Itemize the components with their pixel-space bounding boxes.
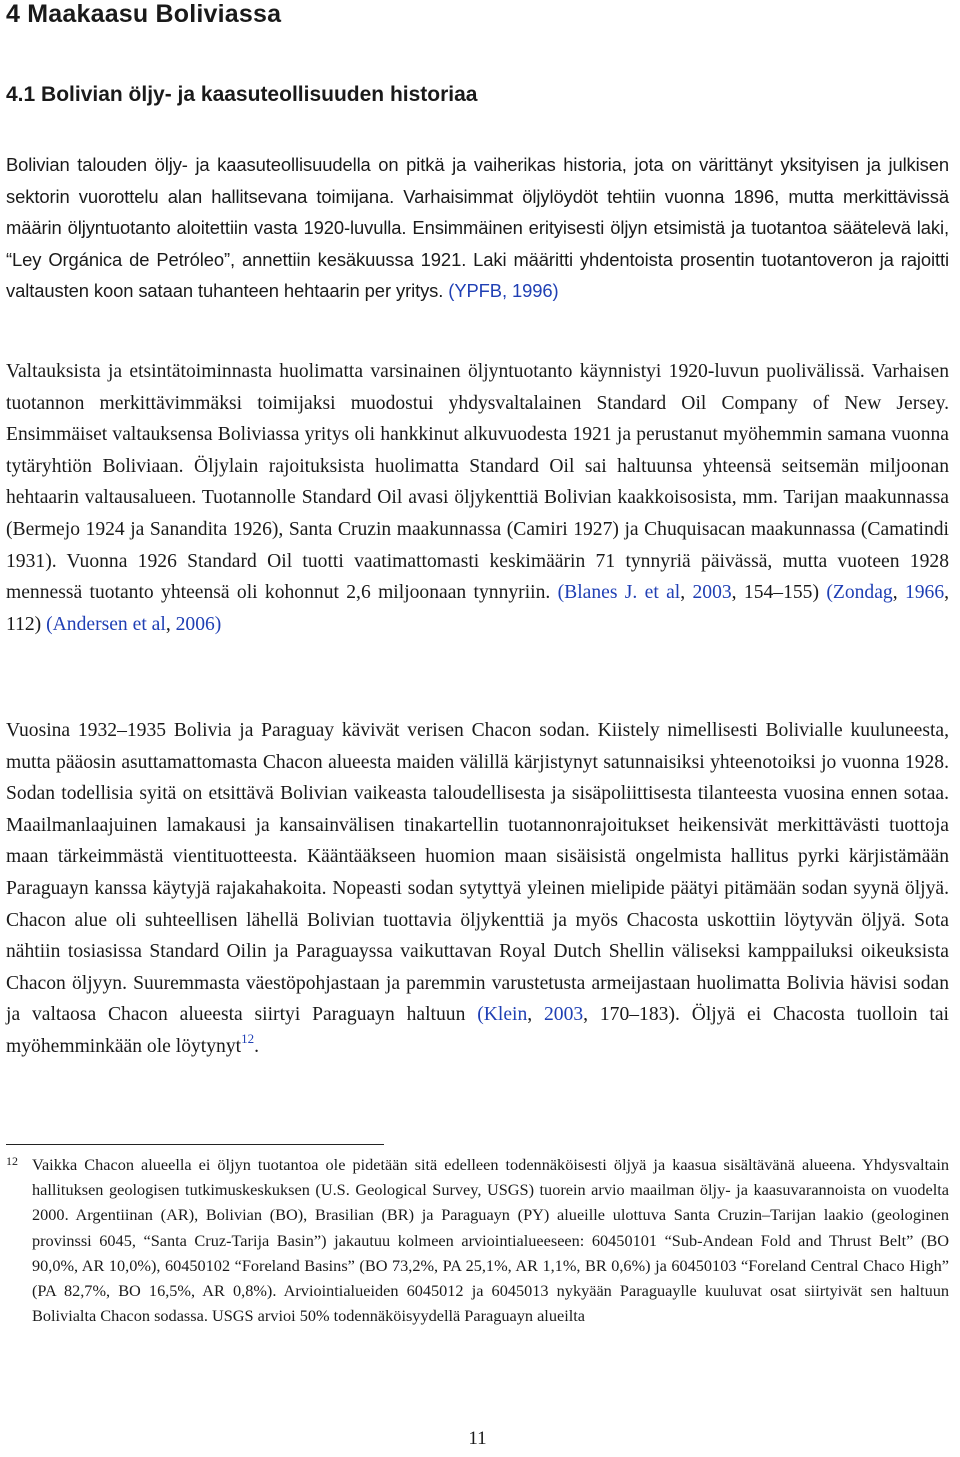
citation-zondag-author[interactable]: Zondag (832, 582, 893, 604)
footnote-marker: 12 (6, 1154, 18, 1168)
page-number: 11 (468, 1428, 487, 1449)
footnote-reference[interactable]: 12 (241, 1030, 255, 1046)
citation-klein-year[interactable]: 2003 (543, 1004, 584, 1026)
footnote-text: Vaikka Chacon alueella ei öljyn tuotantoa ole pidetään sitä edelleen todennäköisesti öljyä ja kaasua sisältävänä alueena. Yhdysvaltain hallituksen geologisen tutkimuskeskuksen (U.S. Geological Survey, USGS) tuorein arvio maailman öljy- ja kaasuvarannoista on vuodelta 2000. Argentiinan (AR), Bolivian (BO), Brasilian (BR) ja Paraguayn (PY) alueille ulottuva Santa Cruzin–Tarijan laakio (geologinen provinssi 6045, “Santa Cruz-Tarija Basin”) jakautuu kolmeen arviointialueeseen: 60450101 “Sub-Andean Fold and Thrust Belt” (BO 90,0%, AR 10,0%), 60450102 “Foreland Basins” (BO 73,2%, PA 25,1%, AR 1,1%, BR 0,6%) ja 60450103 “Foreland Central Chaco High” (PA 82,7%, BO 16,5%, AR 0,8%). Arviointialueiden 6045012 ja 6045013 nykyään Paraguaylle kuuluvat osat siirtyivät sen haltuun Bolivialta Chacon sodassa. USGS arvioi 50% todennäköisyydellä Paraguayn alueilta (32, 1155, 949, 1326)
citation-ypfb[interactable]: (YPFB, 1996) (448, 280, 559, 301)
paragraph-chaco-war-text: Vuosina 1932–1935 Bolivia ja Paraguay kävivät verisen Chacon sodan. Kiistely nimellisesti Bolivialle kuuluneesta, mutta pääosin asuttamattomasta Chacon alueesta maiden välillä kärjistynyt satunnaisiksi yhteenotoiksi jo vuonna 1928. Sodan todellisia syitä on etsittävä Bolivian vaikeasta taloudellisesta ja sisäpoliittisesta tilanteesta vuosina ennen sotaa. Maailmanlaajuinen lamakausi ja kansainvälisen tinakartellin tuotannonrajoitukset heikensivät merkittävästi tuottoja maan tärkeimmästä vientituotteesta. Kääntääkseen huomion maan sisäisistä ongelmista hallitus pyrki kärjistämään Paraguayn kanssa käytyjä rajakahakoita. Nopeasti sodan sytyttyä yleinen mielipide päätyi pitämään sodan syynä öljyä. Chacon alue oli suhteellisen lähellä Bolivian tuottavia öljykenttiä ja myös Chacosta uskottiin löytyvän öljyä. Sota nähtiin tosiasissa Standard Oilin ja Paraguayssa vaikuttavan Royal Dutch Shellin väliseksi kamppailuksi oikeuksista Chacon öljyyn. Suuremmasta väestöpohjastaan ja paremmin varustetusta armeijastaan huolimatta Bolivia hävisi sodan ja valtaosa Chacon alueesta siirtyi Paraguayn haltuun (6, 720, 949, 1026)
paragraph-standard-oil: Valtauksista ja etsintätoiminnasta huolimatta varsinainen öljyntuotanto käynnistyi 1920-luvun puolivälissä. Varhaisen tuotannon merkittävimmäksi toimijaksi muodostui yhdysvaltalainen Standard Oil Company of New Jersey. Ensimmäiset valtauksensa Boliviassa yritys oli hankkinut alkuvuodesta 1921 ja perustanut myöhemmin samana vuonna tytäryhtiön Boliviaan. Öljylain rajoituksista huolimatta Standard Oil sai haltuunsa yhteensä seitsemän miljoonan hehtaarin valtausalueen. Tuotannolle Standard Oil avasi öljykenttiä Bolivian kaakkoisosista, mm. Tarijan maakunnassa (Bermejo 1924 ja Sanandita 1926), Santa Cruzin maakunnassa (Camiri 1927) ja Chuquisacan maakunnassa (Camatindi 1931). Vuonna 1926 Standard Oil tuotti vaatimattomasti keskimäärin 71 tynnyriä päivässä, mutta vuoteen 1928 mennessä tuotanto yhteensä oli kohonnut 2,6 miljoonaan tynnyriin. (Blanes J. et al, 2003, 154–155) (Zondag, 1966, 112) (Andersen et al, 2006) (6, 361, 950, 635)
citation-andersen-author[interactable]: Andersen et al (52, 613, 166, 635)
footnote-12 (6, 1152, 949, 1328)
citation-blanes-year[interactable]: 2003 (692, 582, 732, 604)
citation-zondag-year[interactable]: 1966 (904, 582, 945, 604)
paragraph-chaco-war: Vuosina 1932–1935 Bolivia ja Paraguay kävivät verisen Chacon sodan. Kiistely nimellisesti Bolivialle kuuluneesta, mutta pääosin asuttamattomasta Chacon alueesta maiden välillä kärjistynyt satunnaisiksi yhteenotoiksi jo vuonna 1928. Sodan todellisia syitä on etsittävä Bolivian vaikeasta taloudellisesta ja sisäpoliittisesta tilanteesta vuosina ennen sotaa. Maailmanlaajuinen lamakausi ja kansainvälisen tinakartellin tuotannonrajoitukset heikensivät merkittävästi tuottoja maan tärkeimmästä vientituotteesta. Kääntääkseen huomion maan sisäisistä ongelmista hallitus pyrki kärjistämään Paraguayn kanssa käytyjä rajakahakoita. Nopeasti sodan sytyttyä yleinen mielipide päätyi pitämään sodan syynä öljyä. Chacon alue oli suhteellisen lähellä Bolivian tuottavia öljykenttiä ja myös Chacosta uskottiin löytyvän öljyä. Sota nähtiin tosiasissa Standard Oilin ja Paraguayssa vaikuttavan Royal Dutch Shellin väliseksi kamppailuksi oikeuksista Chacon öljyyn. Suuremmasta väestöpohjastaan ja paremmin varustetusta armeijastaan huolimatta Bolivia hävisi sodan ja valtaosa Chacon alueesta siirtyi Paraguayn haltuun (Klein, 2003, 170–183). Öljyä ei Chacosta tuolloin tai myöhemminkään ole löytynyt$^{12}$. (6, 720, 949, 1057)
citation-ypfb-year: 1996 (512, 280, 553, 301)
section-heading: 4.1 Bolivian öljy- ja kaasuteollisuuden historiaa (6, 83, 478, 106)
citation-klein-author[interactable]: Klein (483, 1004, 528, 1026)
citation-ypfb-author: YPFB (454, 280, 502, 301)
citation-andersen-year[interactable]: 2006 (175, 613, 215, 635)
paragraph-standard-oil-text: Valtauksista ja etsintätoiminnasta huolimatta varsinainen öljyntuotanto käynnistyi 1920-luvun puolivälissä. Varhaisen tuotannon merkittävimmäksi toimijaksi muodostui yhdysvaltalainen Standard Oil Company of New Jersey. Ensimmäiset valtauksensa Boliviassa yritys oli hankkinut alkuvuodesta 1921 ja perustanut myöhemmin samana vuonna tytäryhtiön Boliviaan. Öljylain rajoituksista huolimatta Standard Oil sai haltuunsa yhteensä seitsemän miljoonan hehtaarin valtausalueen. Tuotannolle Standard Oil avasi öljykenttiä Bolivian kaakkoisosista, mm. Tarijan maakunnassa (Bermejo 1924 ja Sanandita 1926), Santa Cruzin maakunnassa (Camiri 1927) ja Chuquisacan maakunnassa (Camatindi 1931). Vuonna 1926 Standard Oil tuotti vaatimattomasti keskimäärin 71 tynnyriä päivässä, mutta vuoteen 1928 mennessä tuotanto yhteensä oli kohonnut 2,6 miljoonaan tynnyriin. (6, 361, 949, 604)
paragraph-history (6, 149, 949, 307)
footnote-divider (6, 1144, 384, 1145)
chapter-heading: 4 Maakaasu Boliviassa (6, 0, 282, 28)
citation-blanes-author[interactable]: Blanes J. et al (564, 582, 681, 604)
paragraph-history-text: Bolivian talouden öljy- ja kaasuteollisuudella on pitkä ja vaiherikas historia, jota on värittänyt yksityisen ja julkisen sektorin vuorottelu alan hallitsevana toimijana. Varhaisimmat öljylöydöt tehtiin vuonna 1896, mutta merkittävissä määrin öljyntuotanto aloitettiin vasta 1920-luvulla. Ensimmäinen erityisesti öljyn etsimistä ja tuotantoa säätelevä laki, “Ley Orgánica de Petróleo”, annettiin kesäkuussa 1921. Laki määritti yhdentoista prosentin tuotantoveron ja rajoitti valtausten koon sataan tuhanteen hehtaarin per yritys. (6, 154, 949, 301)
